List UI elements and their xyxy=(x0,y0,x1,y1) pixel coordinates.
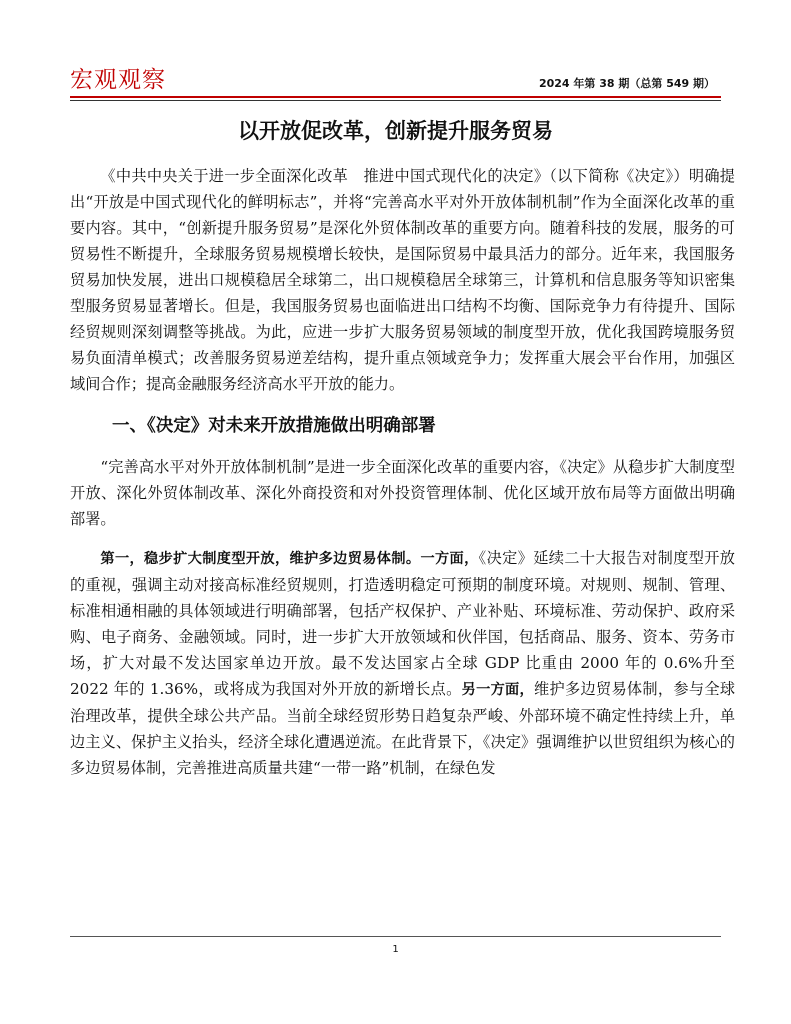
issue-number: 2024 年第 38 期（总第 549 期） xyxy=(538,77,715,90)
article-body xyxy=(70,163,735,781)
header-rule-red xyxy=(70,96,721,98)
footer-rule xyxy=(70,936,721,937)
brand-title: 宏观观察 xyxy=(70,67,166,93)
one-hand-lead: 一方面， xyxy=(420,551,479,567)
other-hand-text: 维护多边贸易体制，参与全球治理改革，提供全球公共产品。当前全球经贸形势日趋复杂严峻、外部环境不确定性持续上升，单边主义、保护主义抬头，经济全球化遭遇逆流。在此背景下，《决定》强调维护以世贸组织为核心的多边贸易体制，完善推进高质量共建“一带一路”机制，在绿色发 xyxy=(70,680,736,777)
article-title: 以开放促改革，创新提升服务贸易 xyxy=(238,119,553,143)
section-heading: 一、《决定》对未来开放措施做出明确部署 xyxy=(112,416,436,436)
other-hand-lead: 另一方面， xyxy=(461,682,535,698)
header-rule-dark xyxy=(70,100,721,101)
intro-paragraph: 《中共中央关于进一步全面深化改革 推进中国式现代化的决定》（以下简称《决定》）明确提出“开放是中国式现代化的鲜明标志”，并将“完善高水平对外开放体制机制”作为全面深化改革的重要内容。其中，“创新提升服务贸易”是深化外贸体制改革的重要方向。随着科技的发展，服务的可贸易性不断提升，全球服务贸易规模增长较快，是国际贸易中最具活力的部分。近年来，我国服务贸易加快发展，进出口规模稳居全球第二，出口规模稳居全球第三，计算机和信息服务等知识密集型服务贸易显著增长。但是，我国服务贸易也面临进出口结构不均衡、国际竞争力有待提升、国际经贸规则深刻调整等挑战。为此，应进一步扩大服务贸易领域的制度型开放，优化我国跨境服务贸易负面清单模式；改善服务贸易逆差结构，提升重点领域竞争力；发挥重大展会平台作用，加强区域间合作；提高金融服务经济高水平开放的能力。 xyxy=(70,167,735,393)
section1-paragraph: “完善高水平对外开放体制机制”是进一步全面深化改革的重要内容，《决定》从稳步扩大制度型开放、深化外贸体制改革、深化外商投资和对外投资管理体制、优化区域开放布局等方面做出明确部署。 xyxy=(70,458,735,528)
point-one-paragraph xyxy=(70,545,735,781)
page-header xyxy=(70,66,721,96)
one-hand-text: 《决定》延续二十大报告对制度型开放的重视，强调主动对接高标准经贸规则，打造透明稳定可预期的制度环境。对规则、规制、管理、标准相通相融的具体领域进行明确部署，包括产权保护、产业补贴、环境标准、劳动保护、政府采购、电子商务、金融领域。同时，进一步扩大开放领域和伙伴国，包括商品、服务、资本、劳务市场，扩大对最不发达国家单边开放。最不发达国家占全球 GDP 比重由 2000 年的 0.6%升至 2022 年的 1.36%，或将成为我国对外开放的新增长点。 xyxy=(70,549,735,698)
page-number: 1 xyxy=(392,944,399,955)
point-one-lead: 第一，稳步扩大制度型开放，维护多边贸易体制。 xyxy=(100,551,421,567)
